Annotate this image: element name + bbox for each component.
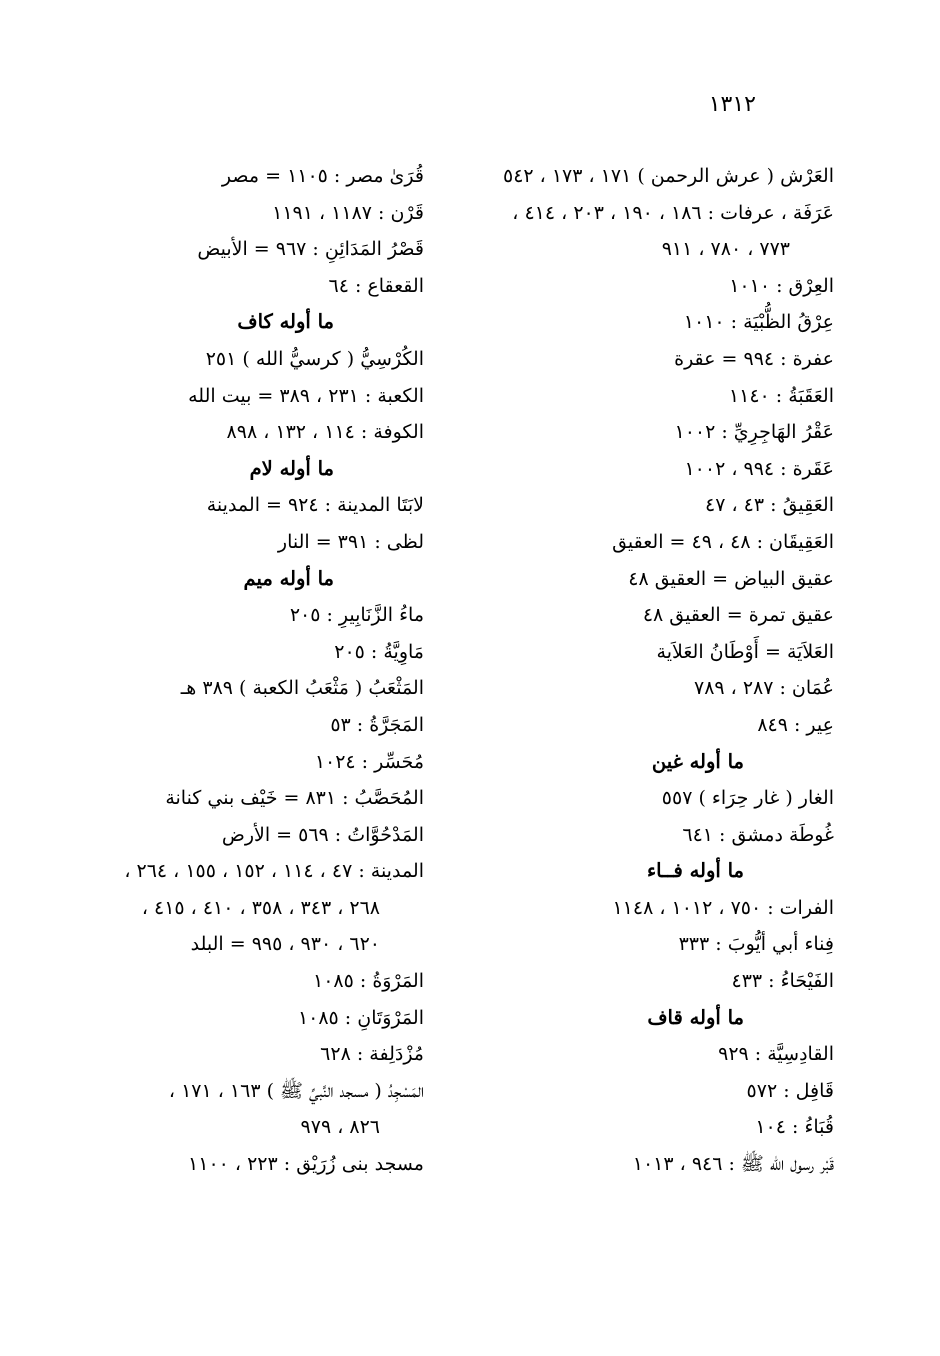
index-entry: قُرَىٰ مصر : ١١٠٥ = مصر: [221, 165, 424, 187]
index-entry: العَقِيقُ : ٤٣ ، ٤٧: [705, 494, 834, 517]
index-entry: عُمَان : ٢٨٧ ، ٧٨٩: [693, 677, 834, 700]
index-entry: الفرات : ٧٥٠ ، ١٠١٢ ، ١١٤٨: [612, 896, 834, 919]
index-entry: عقيق تمرة = العقيق ٤٨: [642, 604, 834, 627]
index-entry: عِير : ٨٤٩: [757, 713, 834, 736]
index-entry: المُحَصَّبُ : ٨٣١ = خَيْف بني كنانة: [165, 787, 424, 810]
index-entry: العِرْق : ١٠١٠: [729, 274, 834, 297]
index-entry: عقيق البياض = العقيق ٤٨: [628, 567, 834, 590]
index-entry: عَقَرة : ٩٩٤ ، ١٠٠٢: [684, 457, 834, 480]
index-entry: عَقْرُ الهَاجِرِيِّ : ١٠٠٢: [674, 421, 834, 444]
index-entry-continuation: ٦٢٠ ، ٩٣٠ ، ٩٩٥ = البلد: [190, 933, 380, 956]
index-entry: قُبَاءُ : ١٠٤: [755, 1116, 834, 1139]
index-entry: غُوطَة دمشق : ٦٤١: [682, 823, 834, 846]
index-entry: مَاوِيَّةُ : ٢٠٥: [334, 640, 424, 663]
index-entry: عِرْقُ الظُّبْيَة : ١٠١٠: [683, 311, 834, 334]
section-heading: ما أوله غين: [651, 749, 744, 773]
index-entry: الكُرْسِيُّ ( كرسيُّ الله ) ٢٥١: [205, 347, 424, 370]
section-heading: ما أوله لام: [249, 456, 334, 480]
index-entry: القعقاع : ٦٤: [328, 274, 424, 297]
index-entry: قَرْن : ١١٨٧ ، ١١٩١: [272, 201, 424, 224]
page-number: ١٣١٢: [708, 92, 756, 117]
index-entry: ماءُ الزَّنَابِيرِ : ٢٠٥: [289, 604, 424, 627]
index-entry: القادِسِيَّة : ٩٢٩: [718, 1043, 834, 1066]
index-entry: الكوفة : ١١٤ ، ١٣٢ ، ٨٩٨: [226, 421, 424, 444]
index-entry: عَرَفَة ، عرفات : ١٨٦ ، ١٩٠ ، ٢٠٣ ، ٤١٤ ،: [512, 201, 834, 224]
index-entry-continuation: ٢٦٨ ، ٣٤٣ ، ٣٥٨ ، ٤١٠ ، ٤١٥ ،: [141, 896, 380, 919]
index-entry: العَقِيقَان : ٤٨ ، ٤٩ = العقيق: [612, 530, 834, 553]
index-entry: مسجد بنى زُرَيْق : ٢٢٣ ، ١١٠٠: [188, 1153, 424, 1176]
index-entry: الفَيْحَاءُ : ٤٣٣: [731, 970, 834, 993]
index-entry: قَافِل : ٥٧٢: [746, 1079, 834, 1102]
index-entry: لظى : ٣٩١ = النار: [277, 530, 424, 553]
index-entry: لابَتَا المدينة : ٩٢٤ = المدينة: [206, 494, 424, 517]
index-entry: فِناء أبي أيُّوبَ : ٣٣٣: [678, 933, 834, 956]
index-entry: عفرة : ٩٩٤ = عقرة: [674, 347, 834, 370]
index-entry: مُحَسِّر : ١٠٢٤: [314, 750, 424, 773]
index-column-left: [24, 158, 424, 1183]
index-entry: المَرْوَةُ : ١٠٨٥: [313, 970, 424, 993]
index-entry: المَثْعَبُ ( مَثْعَبُ الكعبة ) ٣٨٩ هـ: [180, 677, 424, 700]
index-entry: العَلاَيَة = أَوْطَانُ العَلاَية: [656, 640, 834, 663]
index-entry: المَدْحُوَّاتُ : ٥٦٩ = الأرض: [221, 823, 424, 846]
index-entry: قَصْرُ المَدَائِنِ : ٩٦٧ = الأبيض: [197, 238, 424, 261]
index-entry-continuation: ٧٧٣ ، ٧٨٠ ، ٩١١: [661, 238, 790, 261]
index-entry: قَبْر رسول الله ﷺ : ٩٤٦ ، ١٠١٣: [632, 1153, 834, 1176]
index-entry: العَقَبَةُ : ١١٤٠: [728, 384, 834, 407]
index-entry: مُزْدَلِفة : ٦٢٨: [320, 1043, 424, 1066]
index-entry: المدينة : ٤٧ ، ١١٤ ، ١٥٢ ، ١٥٥ ، ٢٦٤ ،: [124, 860, 424, 883]
section-heading: ما أوله ميم: [243, 566, 334, 590]
index-entry: المَسْجِدُ ( مسجد النَّبيِّ ﷺ ) ١٦٣ ، ١٧١ ،: [168, 1079, 424, 1102]
section-heading: ما أوله قاف: [647, 1005, 744, 1029]
index-entry: المَرْوَتَانِ : ١٠٨٥: [297, 1006, 424, 1029]
index-entry: الكعبة : ٢٣١ ، ٣٨٩ = بيت الله: [188, 384, 424, 407]
index-column-right: [444, 158, 834, 1183]
section-heading: ما أوله كاف: [237, 310, 334, 334]
index-entry: الغار ( غار حِرَاء ) ٥٥٧: [661, 787, 834, 810]
index-entry: المَجَرَّةُ : ٥٣: [330, 713, 424, 736]
index-entry-continuation: ٨٢٦ ، ٩٧٩: [300, 1116, 380, 1139]
index-entry: العَرْش ( عرش الرحمن ) ١٧١ ، ١٧٣ ، ٥٤٢: [502, 165, 834, 187]
section-heading: ما أوله فــاء: [646, 859, 744, 883]
